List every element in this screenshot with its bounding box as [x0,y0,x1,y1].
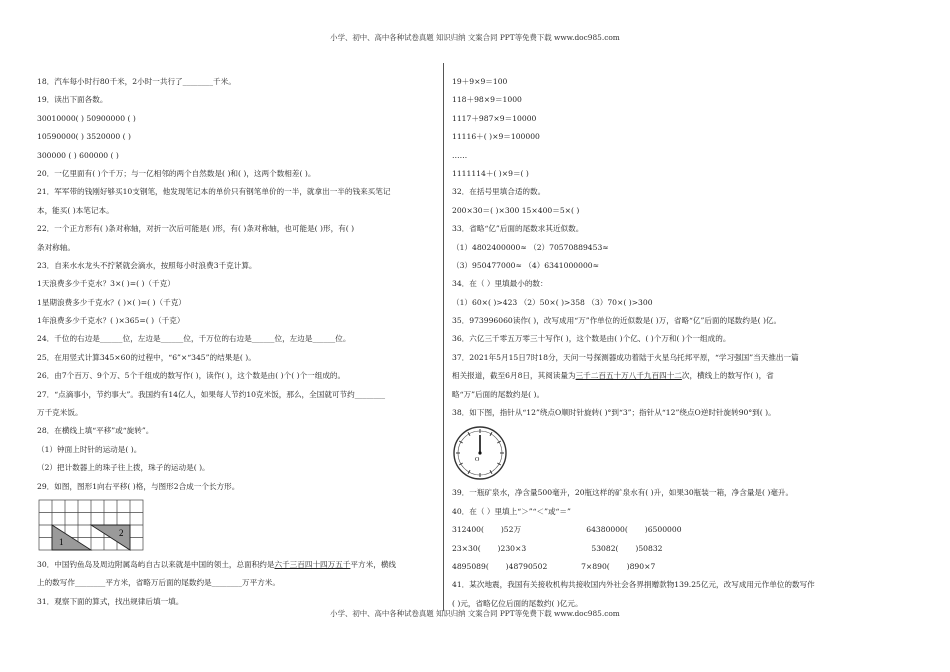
question-37-line3: 略“万”后面的尾数约是( )。 [452,389,545,399]
question-25: 25．在用竖式计算345×60的过程中，“6”×“345”的结果是( )。 [37,352,256,362]
question-30-line2: 上的数写作________平方米，省略万后面的尾数约是________万平方米。 [37,578,280,588]
question-32: 32．在括号里填合适的数。 [452,187,546,197]
column-divider [443,63,444,611]
question-22-line2: 条对称轴。 [37,242,75,252]
question-26: 26．由7个百万、9个万、5个千组成的数写作( )，读作( )，这个数是由( )个( )个一组成的。 [37,371,346,381]
question-31: 31．观察下面的算式，找出规律后填一填。 [37,596,184,606]
question-23-week: 1星期浪费多少千克水？( )×( )=( )（千克） [37,297,186,307]
question-32-row: 200×30＝( )×300 15×400＝5×( ) [452,205,580,215]
question-34-row: （1）60×( )>423 （2）50×( )>358 （3）70×( )>300 [452,297,653,307]
question-24: 24．千位的右边是______位，左边是______位，千万位的右边是______位，左边是______位。 [37,334,351,344]
question-23-year: 1年浪费多少千克水？( )×365=( )（千克） [37,316,185,326]
left-column [37,73,435,611]
question-40: 40．在（ ）里填上“＞”“＜”或“＝” [452,506,571,516]
pattern-row-2: 118＋98×9＝1000 [452,95,522,105]
translation-figure [37,498,435,552]
question-34: 34．在（ ）里填最小的数： [452,279,548,289]
question-41-line2: ( )元，省略亿位后面的尾数约( )亿元。 [452,598,583,608]
shape-2-label: 2 [119,527,124,538]
question-27-line1: 27．“点滴事小，节约事大”。我国约有14亿人，如果每人节约10克米饭，那么，全国就可节约________ [37,389,386,399]
question-21-line2: 本，能买( )本笔记本。 [37,205,114,215]
question-22-line1: 22．一个正方形有( )条对称轴，对折一次后可能是( )形，有( )条对称轴，也可能是( )形，有( ) [37,224,355,234]
question-23: 23．自来水水龙头不拧紧就会滴水，按照每小时浪费3千克计算。 [37,260,257,270]
pattern-row-4: 11116＋( )×9＝100000 [452,132,540,142]
question-40-row-c: 4895089( )48790502 7×890( )890×7 [452,561,656,571]
question-21-line1: 21．军军带的钱刚好够买10支钢笔，他发现笔记本的单价只有钢笔单价的一半，就拿出一半的钱来买笔记 [37,187,391,197]
question-18: 18．汽车每小时行80千米，2小时一共行了________千米。 [37,77,236,86]
question-39: 39．一瓶矿泉水，净含量500毫升，20瓶这样的矿泉水有( )升，如果30瓶装一箱，净含量是( )毫升。 [452,488,794,498]
shape-1-label: 1 [59,536,64,547]
clock-figure [452,422,922,484]
question-30-line1: 30．中国钓鱼岛及周边附属岛屿自古以来就是中国的领土，总面积约是六千三百四十四万五千平方米，横线 [37,559,396,569]
question-19-row-a: 30010000( ) 50900000 ( ) [37,113,136,123]
right-column [452,73,922,613]
question-40-row-b: 23×30( )230×3 53082( )50832 [452,543,663,553]
question-28-part2: （2）把计数器上的珠子往上拨，珠子的运动是( )。 [37,463,210,473]
question-29: 29．如图，图形1向右平移( )格，与图形2合成一个长方形。 [37,481,240,491]
underlined-reading-count: 三千二百五十万八千九百四十二 [575,371,682,381]
underlined-number-words: 六千三百四十四万五千 [274,559,351,569]
page-header: 小学、初中、高中各种试卷真题 知识归纳 文案合同 PPT等免费下载 www.doc985.com [330,33,620,42]
question-19-row-c: 300000 ( ) 600000 ( ) [37,150,119,160]
question-19-row-b: 10590000( ) 3520000 ( ) [37,132,131,142]
question-19: 19．读出下面各数。 [37,95,108,105]
question-33-row-b: （3）950477000≈ （4）6341000000≈ [452,260,599,270]
question-20: 20．一亿里面有( )个千万；与一亿相邻的两个自然数是( )和( )，这两个数相差( )。 [37,168,316,178]
question-35: 35．973996060读作( )，改写成用“万”作单位的近似数是( )万，省略“亿”后面的尾数约是( )亿。 [452,316,782,326]
question-33: 33．省略“亿”后面的尾数求其近似数。 [452,224,584,234]
clock-center-label: O [475,457,480,464]
question-36: 36．六亿三千零五万零三十写作( )，这个数是由( )个亿、( )个万和( )个一组成的。 [452,334,731,344]
pattern-row-1: 19＋9×9＝100 [452,77,508,86]
question-23-day: 1天浪费多少千克水？3×( )=( )（千克） [37,279,175,289]
pattern-row-6: 1111114＋( )×9＝( ) [452,168,529,178]
clock-icon [448,422,512,484]
question-38: 38．如下图，指针从“12”绕点O顺时针旋转( )°到“3”；指针从“12”绕点O逆时针旋转90°到( )。 [452,408,776,418]
question-27-line2: 万千克米饭。 [37,408,83,418]
pattern-ellipsis: …… [452,150,468,160]
question-28-part1: （1）钟面上时针的运动是( )。 [37,444,142,454]
question-41-line1: 41．某次地震，我国有关接收机构共接收国内外社会各界捐赠款物139.25亿元，改写成用元作单位的数写作 [452,580,815,590]
question-33-row-a: （1）4802400000≈ （2）70570889453≈ [452,242,609,252]
page-footer: 小学、初中、高中各种试卷真题 知识归纳 文案合同 PPT等免费下载 www.doc985.com [330,609,620,618]
question-37-line2: 相关报道，截至6月8日，其阅读量为三千二百五十万八千九百四十二次，横线上的数写作( )，省 [452,371,774,381]
question-40-row-a: 312400( )52万 64380000( )6500000 [452,525,682,535]
question-28: 28．在横线上填“平移”或“旋转”。 [37,426,154,436]
question-37-line1: 37．2021年5月15日7时18分，天问一号探测器成功着陆于火星乌托邦平原，“学习强国”当天推出一篇 [452,352,799,362]
pattern-row-3: 1117＋987×9＝10000 [452,113,537,123]
